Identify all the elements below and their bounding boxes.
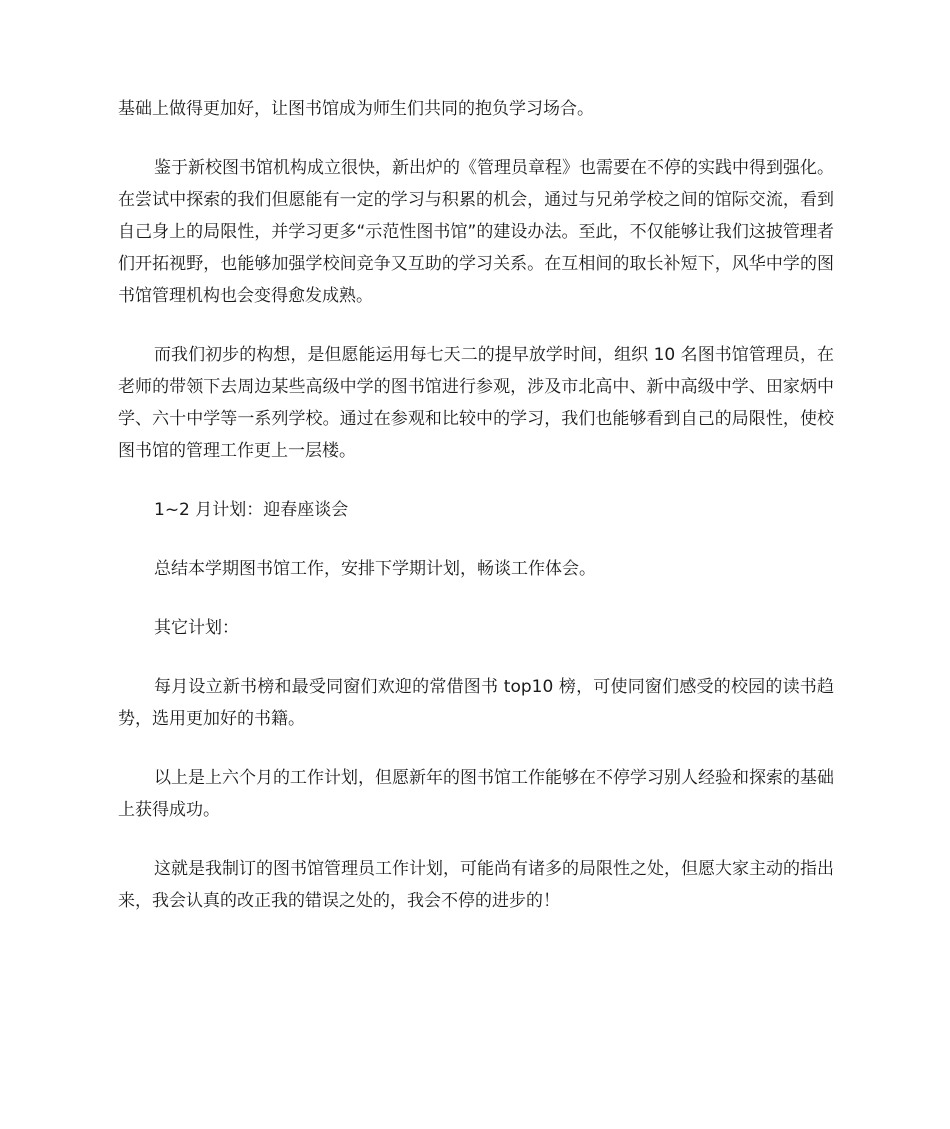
paragraph-book-ranking: 每月设立新书榜和最受同窗们欢迎的常借图书 top10 榜，可使同窗们感受的校园的读书趋势，选用更加好的书籍。 bbox=[118, 677, 834, 729]
paragraph-other-plans: 其它计划： bbox=[154, 618, 239, 638]
paragraph-closing: 这就是我制订的图书馆管理员工作计划，可能尚有诸多的局限性之处，但愿大家主动的指出来，我会认真的改正我的错误之处的，我会不停的进步的！ bbox=[118, 859, 834, 911]
paragraph-conclusion: 以上是上六个月的工作计划，但愿新年的图书馆工作能够在不停学习别人经验和探索的基础上获得成功。 bbox=[118, 768, 834, 820]
paragraph-jan-feb-plan: 1~2 月计划：迎春座谈会 bbox=[154, 500, 349, 520]
paragraph-charter: 鉴于新校图书馆机构成立很快，新出炉的《管理员章程》也需要在不停的实践中得到强化。在尝试中探索的我们但愿能有一定的学习与积累的机会，通过与兄弟学校之间的馆际交流，看到自己身上的局限性，并学习更多“示范性图书馆”的建设办法。至此，不仅能够让我们这披管理者们开拓视野，也能够加强学校间竞争又互助的学习关系。在互相间的取长补短下，风华中学的图书馆管理机构也会变得愈发成熟。 bbox=[118, 158, 834, 306]
document-body bbox=[118, 93, 834, 944]
paragraph-visit-plan: 而我们初步的构想，是但愿能运用每七天二的提早放学时间，组织 10 名图书馆管理员，在老师的带领下去周边某些高级中学的图书馆进行参观，涉及市北高中、新中高级中学、田家炳中学、六十中学等一系列学校。通过在参观和比较中的学习，我们也能够看到自己的局限性，使校图书馆的管理工作更上一层楼。 bbox=[118, 345, 834, 461]
paragraph-summary: 总结本学期图书馆工作，安排下学期计划，畅谈工作体会。 bbox=[154, 559, 596, 579]
paragraph-continuation: 基础上做得更加好，让图书馆成为师生们共同的抱负学习场合。 bbox=[118, 99, 594, 119]
